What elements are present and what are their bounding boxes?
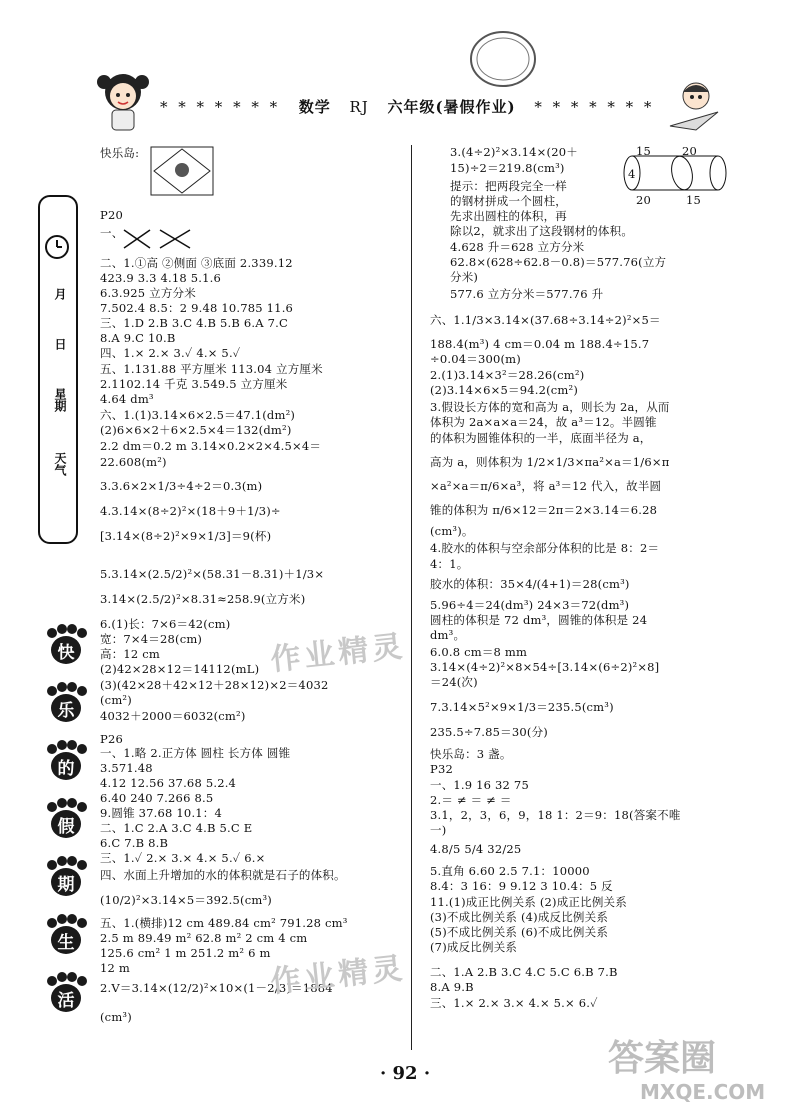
left-answer-line: 四、水面上升增加的水的体积就是石子的体积。	[100, 868, 346, 882]
right-answer-line: 4.8/5 5/4 32/25	[430, 842, 522, 856]
left-answer-line: (10/2)²×3.14×5＝392.5(cm³)	[100, 893, 272, 907]
left-answer-line: 五、1.(横排)12 cm 489.84 cm² 791.28 cm³	[100, 916, 348, 930]
right-answer-line: 的体积为圆锥体积的一半，底面半径为 a，	[430, 431, 652, 445]
fig-bottom-right: 15	[686, 193, 702, 207]
grade: 六年级(暑假作业)	[387, 98, 516, 116]
paw-print-icon	[45, 798, 87, 840]
left-answer-line: 2.2 dm＝0.2 m 3.14×0.2×2×4.5×4＝	[100, 439, 322, 453]
right-answer-line: (cm³)。	[430, 524, 474, 538]
left-answer-line: P26	[100, 732, 123, 746]
boy-cartoon	[666, 78, 722, 133]
left-answer-line: (2)6×6×2＋6×2.5×4＝132(dm²)	[100, 423, 292, 437]
left-answer-line: (2)42×28×12＝14112(mL)	[100, 662, 260, 676]
paw-char: 乐	[57, 701, 75, 721]
right-answer-line: P32	[430, 762, 453, 776]
right-answer-line: 5.直角 6.60 2.5 7.1：10000	[430, 864, 590, 878]
right-answer-line: 分米)	[450, 270, 479, 284]
page-number: · 92 ·	[380, 1063, 431, 1084]
left-answer-line: 高：12 cm	[100, 647, 161, 661]
left-answer-line: 2.1102.14 千克 3.549.5 立方厘米	[100, 377, 288, 391]
paw-print-icon	[45, 856, 87, 898]
right-answer-line: 提示：把两段完全一样	[450, 179, 567, 193]
right-answer-line: 4.胶水的体积与空余部分体积的比是 8：2＝	[430, 541, 660, 555]
left-answer-line: 2.V＝3.14×(12/2)²×10×(1－2/3)＝1884	[100, 981, 333, 995]
matching-lines-figure	[120, 226, 196, 252]
left-answer-line: 一、	[100, 226, 124, 240]
right-answer-line: 六、1.1/3×3.14×(37.68÷3.14÷2)²×5＝	[430, 313, 661, 327]
right-answer-line: (7)成反比例关系	[430, 940, 518, 954]
left-answer-line: 六、1.(1)3.14×6×2.5＝47.1(dm²)	[100, 408, 296, 422]
left-answer-line: 4.3.14×(8÷2)²×(18＋9＋1/3)÷	[100, 504, 281, 518]
subject: 数学	[298, 98, 331, 116]
right-answer-line: 8.4：3 16：9 9.12 3 10.4：5 反	[430, 879, 613, 893]
right-answer-line: 锥的体积为 π/6×12＝2π＝2×3.14＝6.28	[430, 503, 658, 517]
left-answer-line: 五、1.131.88 平方厘米 113.04 立方厘米	[100, 362, 323, 376]
right-answer-line: (5)不成比例关系 (6)不成比例关系	[430, 925, 609, 939]
paw-print-icon	[45, 914, 87, 956]
left-answer-line: 二、1.C 2.A 3.C 4.B 5.C E	[100, 821, 253, 835]
paw-char: 生	[57, 933, 75, 953]
right-answer-line: 577.6 立方分米＝577.76 升	[450, 287, 604, 301]
right-answer-line: 体积为 2a×a×a＝24，故 a³＝12。半圆锥	[430, 415, 657, 429]
left-answer-line: 二、1.①高 ②侧面 ③底面 2.339.12	[100, 256, 293, 270]
right-answer-line: 188.4(m³) 4 cm＝0.04 m 188.4÷15.7	[430, 337, 650, 351]
right-answer-line: 2.＝ ≠ ＝ ≠ ＝	[430, 793, 512, 807]
paw-char: 快	[57, 643, 75, 663]
column-divider	[411, 145, 412, 1050]
left-answer-line: 3.3.6×2×1/3÷4÷2＝0.3(m)	[100, 479, 263, 493]
right-answer-line: 除以2，就求出了这段钢材的体积。	[450, 224, 634, 238]
left-answer-line: P20	[100, 208, 123, 222]
right-answer-line: 一、1.9 16 32 75	[430, 778, 529, 792]
left-answer-line: (3)(42×28＋42×12＋28×12)×2＝4032	[100, 678, 329, 692]
right-answer-line: 4.628 升＝628 立方分米	[450, 240, 585, 254]
paw-print-icon	[45, 972, 87, 1014]
right-answer-line: 高为 a，则体积为 1/2×1/3×πa²×a＝1/6×π	[430, 455, 670, 469]
fig-top-left: 15	[636, 144, 652, 158]
right-answer-line: 235.5÷7.85＝30(分)	[430, 725, 548, 739]
right-answer-line: ÷0.04＝300(m)	[430, 352, 521, 366]
right-answer-line: 8.A 9.B	[430, 980, 474, 994]
right-answer-line: 圆柱的体积是 72 dm³，圆锥的体积是 24	[430, 613, 648, 627]
paw-char: 假	[57, 817, 75, 837]
left-answer-line: 125.6 cm² 1 m 251.2 m² 6 m	[100, 946, 271, 960]
left-answer-line: 6.C 7.B 8.B	[100, 836, 169, 850]
left-answer-line: [3.14×(8÷2)²×9×1/3]＝9(杯)	[100, 529, 272, 543]
right-answer-line: (3)不成比例关系 (4)成反比例关系	[430, 910, 609, 924]
left-answer-line: 宽：7×4＝28(cm)	[100, 632, 203, 646]
right-answer-line: 4：1。	[430, 557, 469, 571]
edition: RJ	[349, 98, 369, 116]
happy-island-figure	[150, 146, 214, 196]
watermark-url: MXQE.COM	[640, 1080, 766, 1104]
left-answer-line: (cm²)	[100, 693, 132, 707]
left-answer-line: (cm³)	[100, 1010, 132, 1024]
left-answer-line: 4.64 dm³	[100, 392, 154, 406]
left-answer-line: 快乐岛:	[100, 146, 140, 160]
right-answer-line: 二、1.A 2.B 3.C 4.C 5.C 6.B 7.B	[430, 965, 618, 979]
left-answer-line: 7.502.4 8.5：2 9.48 10.785 11.6	[100, 301, 294, 315]
fig-top-right: 20	[682, 144, 698, 158]
left-answer-line: 423.9 3.3 4.18 5.1.6	[100, 271, 222, 285]
fig-bottom-left: 20	[636, 193, 652, 207]
right-answer-line: dm³。	[430, 628, 466, 642]
left-answer-line: 12 m	[100, 961, 130, 975]
right-answer-line: ×a²×a＝π/6×a³，将 a³＝12 代入，故半圆	[430, 479, 662, 493]
left-answer-line: 8.A 9.C 10.B	[100, 331, 176, 345]
left-answer-line: 一、1.略 2.正方体 圆柱 长方体 圆锥	[100, 746, 291, 760]
label-week: 星期	[53, 388, 67, 412]
right-answer-line: 三、1.× 2.× 3.× 4.× 5.× 6.✓	[430, 996, 598, 1010]
right-answer-line: 7.3.14×5²×9×1/3＝235.5(cm³)	[430, 700, 614, 714]
label-day: 日	[53, 338, 67, 350]
right-answer-line: 一)	[430, 823, 447, 837]
left-answer-line: 3.14×(2.5/2)²×8.31≈258.9(立方米)	[100, 592, 306, 606]
stamp-icon	[468, 28, 538, 90]
right-answer-line: 15)÷2＝219.8(cm³)	[450, 161, 565, 175]
right-answer-line: 3.假设长方体的宽和高为 a，则长为 2a，从而	[430, 400, 670, 414]
left-answer-line: 三、1.D 2.B 3.C 4.B 5.B 6.A 7.C	[100, 316, 289, 330]
girl-cartoon	[92, 68, 154, 138]
right-answer-line: (2)3.14×6×5＝94.2(cm²)	[430, 383, 579, 397]
right-answer-line: ＝24(次)	[430, 675, 478, 689]
paw-print-icon	[45, 682, 87, 724]
left-answer-line: 4032＋2000＝6032(cm²)	[100, 709, 246, 723]
watermark: 作业精灵	[268, 950, 408, 1000]
left-answer-line: 四、1.× 2.× 3.✓ 4.× 5.✓	[100, 346, 241, 360]
left-answer-line: 3.571.48	[100, 761, 153, 775]
right-answer-line: 的钢材拼成一个圆柱，	[450, 194, 567, 208]
right-answer-line: 3.14×(4÷2)²×8×54÷[3.14×(6÷2)²×8]	[430, 660, 660, 674]
fig-side: 4	[628, 167, 636, 181]
left-answer-line: 4.12 12.56 37.68 5.2.4	[100, 776, 237, 790]
label-weather: 天气	[53, 452, 67, 476]
right-answer-line: 3.(4÷2)²×3.14×(20＋	[450, 145, 578, 159]
left-answer-line: 22.608(m²)	[100, 455, 167, 469]
right-answer-line: 胶水的体积：35×4/(4+1)＝28(cm³)	[430, 577, 630, 591]
right-answer-line: 先求出圆柱的体积，再	[450, 209, 567, 223]
left-answer-line: 2.5 m 89.49 m² 62.8 m² 2 cm 4 cm	[100, 931, 308, 945]
paw-char: 的	[57, 759, 75, 779]
watermark: 作业精灵	[268, 628, 408, 678]
watermark-logo: 答案圈	[608, 1038, 717, 1079]
paw-print-icon	[45, 624, 87, 666]
right-answer-line: 5.96÷4＝24(dm³) 24×3＝72(dm³)	[430, 598, 630, 612]
header-title: * * * * * * * 数学 RJ 六年级(暑假作业) * * * * * * *	[160, 98, 655, 116]
right-answer-line: 62.8×(628÷62.8－0.8)＝577.76(立方	[450, 255, 667, 269]
right-answer-line: 2.(1)3.14×3²＝28.26(cm²)	[430, 368, 585, 382]
right-answer-line: 3.1，2，3，6，9，18 1：2＝9：18(答案不唯	[430, 808, 681, 822]
right-answer-line: 快乐岛：3 盏。	[430, 747, 512, 761]
date-weather-box	[38, 195, 78, 544]
right-answer-line: 11.(1)成正比例关系 (2)成正比例关系	[430, 895, 627, 909]
left-answer-line: 6.3.925 立方分米	[100, 286, 196, 300]
paw-char: 活	[57, 991, 75, 1011]
left-answer-line: 5.3.14×(2.5/2)²×(58.31－8.31)＋1/3×	[100, 567, 325, 581]
right-answer-line: 6.0.8 cm＝8 mm	[430, 645, 528, 659]
left-answer-line: 9.圆锥 37.68 10.1：4	[100, 806, 223, 820]
left-answer-line: 三、1.✓ 2.× 3.× 4.× 5.✓ 6.×	[100, 851, 266, 865]
paw-char: 期	[57, 875, 75, 895]
left-answer-line: 6.40 240 7.266 8.5	[100, 791, 214, 805]
left-answer-line: 6.(1)长：7×6＝42(cm)	[100, 617, 231, 631]
label-month: 月	[53, 288, 67, 300]
paw-print-icon	[45, 740, 87, 782]
